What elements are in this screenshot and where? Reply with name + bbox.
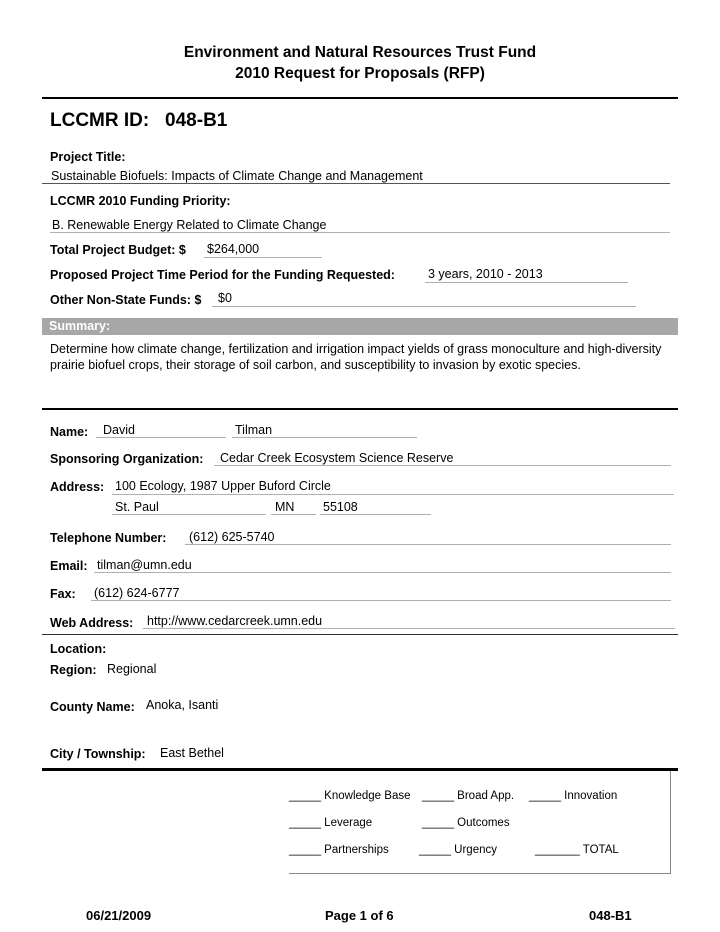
time-period-label: Proposed Project Time Period for the Funding Requested: (50, 268, 395, 282)
zip-value: 55108 (323, 500, 358, 514)
header-divider (42, 97, 678, 99)
score-urgency: _____ Urgency (419, 844, 497, 856)
footer-page-number: Page 1 of 6 (325, 908, 394, 923)
budget-underline (204, 257, 322, 258)
score-total: _______ TOTAL (535, 844, 619, 856)
funding-priority-label: LCCMR 2010 Funding Priority: (50, 194, 231, 208)
first-name-value: David (103, 423, 135, 437)
telephone-label: Telephone Number: (50, 531, 167, 545)
time-period-value: 3 years, 2010 - 2013 (428, 267, 543, 281)
email-underline (94, 572, 671, 573)
city-township-label: City / Township: (50, 747, 146, 761)
email-label: Email: (50, 559, 88, 573)
telephone-underline (185, 544, 671, 545)
score-innovation: _____ Innovation (529, 790, 618, 802)
budget-value: $264,000 (207, 242, 260, 256)
first-name-underline (96, 437, 226, 438)
funding-priority-underline (50, 232, 670, 233)
location-divider (42, 768, 678, 771)
city-value: St. Paul (115, 500, 159, 514)
lccmr-id-value: 048-B1 (165, 110, 228, 131)
region-value: Regional (107, 662, 157, 676)
nonstate-funds-label: Other Non-State Funds: $ (50, 293, 202, 307)
header-subtitle: 2010 Request for Proposals (RFP) (235, 65, 485, 82)
score-partnerships: _____ Partnerships (289, 844, 389, 856)
scoring-box-right-edge (670, 771, 671, 873)
summary-divider (42, 408, 678, 410)
region-label: Region: (50, 663, 97, 677)
nonstate-funds-value: $0 (218, 291, 232, 305)
budget-label: Total Project Budget: $ (50, 243, 186, 257)
score-knowledge-base: _____ Knowledge Base (289, 790, 411, 802)
street-value: 100 Ecology, 1987 Upper Buford Circle (115, 479, 331, 493)
project-title-underline (42, 183, 670, 184)
state-underline (271, 514, 316, 515)
organization-label: Sponsoring Organization: (50, 452, 204, 466)
last-name-value: Tilman (235, 423, 273, 437)
county-value: Anoka, Isanti (146, 698, 219, 712)
address-label: Address: (50, 480, 105, 494)
lccmr-id-label: LCCMR ID: (50, 110, 150, 131)
lccmr-id-heading (50, 110, 227, 132)
street-underline (112, 494, 674, 495)
city-underline (112, 514, 266, 515)
summary-text: Determine how climate change, fertilization and irrigation impact yields of grass monoculture and high-diversity prairie biofuel crops, their storage of soil carbon, and susceptibility to invasion by exotic species. (50, 342, 662, 372)
summary-bar (42, 318, 678, 335)
footer-date: 06/21/2009 (86, 908, 152, 923)
nonstate-funds-underline (212, 306, 636, 307)
organization-underline (214, 465, 671, 466)
fax-label: Fax: (50, 587, 76, 601)
score-leverage: _____ Leverage (289, 817, 373, 829)
contact-divider (42, 634, 678, 635)
telephone-value: (612) 625-5740 (189, 530, 275, 544)
state-value: MN (275, 500, 295, 514)
organization-value: Cedar Creek Ecosystem Science Reserve (220, 451, 454, 465)
fax-underline (91, 600, 671, 601)
email-value: tilman@umn.edu (97, 558, 192, 572)
city-township-value: East Bethel (160, 746, 224, 760)
web-address-underline (143, 628, 675, 629)
zip-underline (320, 514, 431, 515)
name-label: Name: (50, 425, 89, 439)
web-address-label: Web Address: (50, 616, 134, 630)
scoring-box-bottom-edge (289, 873, 671, 874)
last-name-underline (232, 437, 417, 438)
location-label: Location: (50, 642, 107, 656)
score-broad-app: _____ Broad App. (422, 790, 515, 802)
project-title-value: Sustainable Biofuels: Impacts of Climate Change and Management (51, 169, 423, 183)
web-address-value: http://www.cedarcreek.umn.edu (147, 614, 323, 628)
county-label: County Name: (50, 700, 135, 714)
project-title-label: Project Title: (50, 150, 126, 164)
time-period-underline (425, 282, 628, 283)
funding-priority-value: B. Renewable Energy Related to Climate Change (52, 218, 327, 232)
header-title: Environment and Natural Resources Trust Fund (183, 44, 537, 61)
summary-label: Summary: (49, 319, 111, 333)
footer-id: 048-B1 (589, 908, 632, 923)
score-outcomes: _____ Outcomes (422, 817, 510, 829)
fax-value: (612) 624-6777 (94, 586, 180, 600)
